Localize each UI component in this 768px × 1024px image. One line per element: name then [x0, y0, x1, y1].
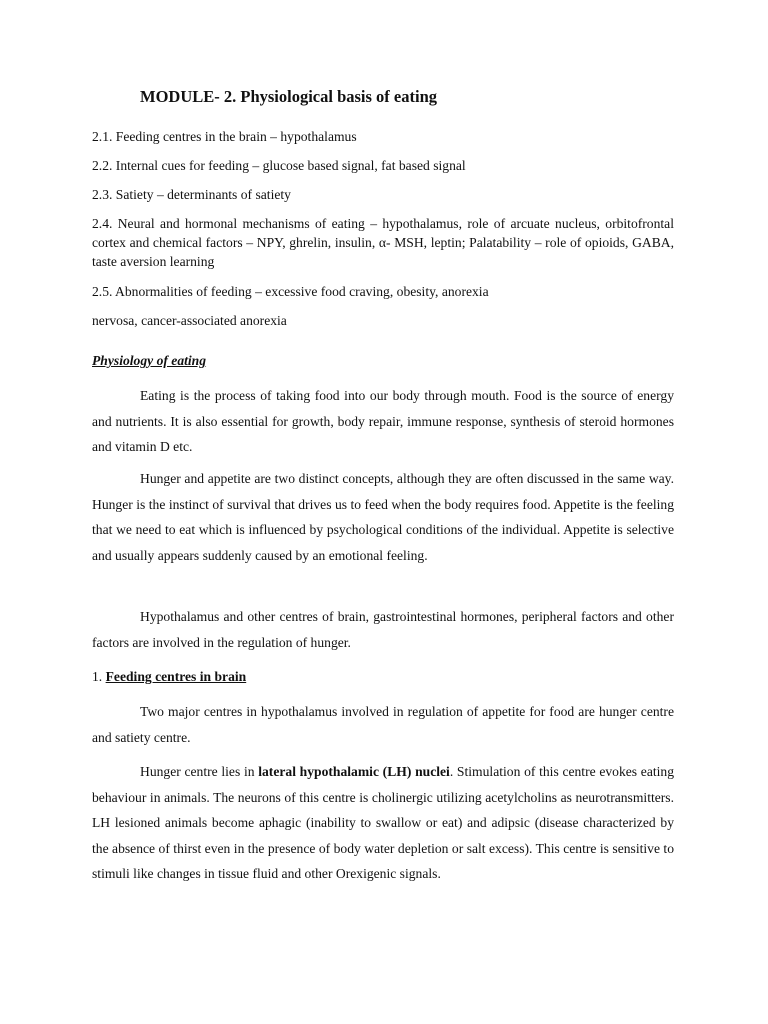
outline-item-2-3: 2.3. Satiety – determinants of satiety	[92, 187, 291, 202]
feeding-centres-heading: Feeding centres in brain	[105, 669, 247, 684]
physiology-paragraph-3: Hypothalamus and other centres of brain, gastrointestinal hormones, peripheral factors and other factors are involved in the regulation of hunger.	[92, 609, 674, 650]
outline-item-2-1: 2.1. Feeding centres in the brain – hypothalamus	[92, 129, 357, 144]
section-heading-feeding-centres	[92, 667, 674, 686]
feeding-centres-paragraph-2	[92, 759, 674, 887]
physiology-paragraph-1: Eating is the process of taking food into our body through mouth. Food is the source of energy and nutrients. It is also essential for growth, body repair, immune response, synthesis of steroid hormones and vitamin D etc.	[92, 388, 674, 454]
section-heading-physiology	[92, 351, 674, 370]
outline-item-2-2: 2.2. Internal cues for feeding – glucose based signal, fat based signal	[92, 158, 466, 173]
outline-item-2-5: 2.5. Abnormalities of feeding – excessive food craving, obesity, anorexia	[92, 284, 489, 299]
module-title: MODULE- 2. Physiological basis of eating	[140, 87, 438, 106]
paragraph-2-rest: . Stimulation of this centre evokes eating behaviour in animals. The neurons of this centre is cholinergic utilizing acetylcholins as neurotransmitters. LH lesioned animals become aphagic (inability to swallow or eat) and adipsic (disease characterized by the absence of thirst even in the presence of body water depletion or salt excess). This centre is sensitive to stimuli like changes in tissue fluid and other Orexigenic signals.	[92, 764, 675, 881]
feeding-centres-paragraph-1: Two major centres in hypothalamus involved in regulation of appetite for food are hunger centre and satiety centre.	[92, 704, 674, 745]
physiology-paragraph-2: Hunger and appetite are two distinct concepts, although they are often discussed in the same way. Hunger is the instinct of survival that drives us to feed when the body requires food. Appetite is the feeling that we need to eat which is influenced by psychological conditions of the individual. Appetite is selective and usually appears suddenly caused by an emotional feeling.	[92, 471, 674, 563]
lateral-hypothalamic-term: lateral hypothalamic (LH) nuclei	[258, 764, 450, 779]
paragraph-2-start: Hunger centre lies in	[140, 764, 259, 779]
outline-item-2-4: 2.4. Neural and hormonal mechanisms of eating – hypothalamus, role of arcuate nucleus, orbitofrontal cortex and chemical factors – NPY, ghrelin, insulin, α- MSH, leptin; Palatability – role of opioids, GABA, taste aversion learning	[92, 216, 674, 269]
physiology-heading: Physiology of eating	[92, 353, 207, 368]
outline-item-2-5-continued: nervosa, cancer-associated anorexia	[92, 313, 287, 328]
section-number: 1.	[92, 669, 103, 684]
